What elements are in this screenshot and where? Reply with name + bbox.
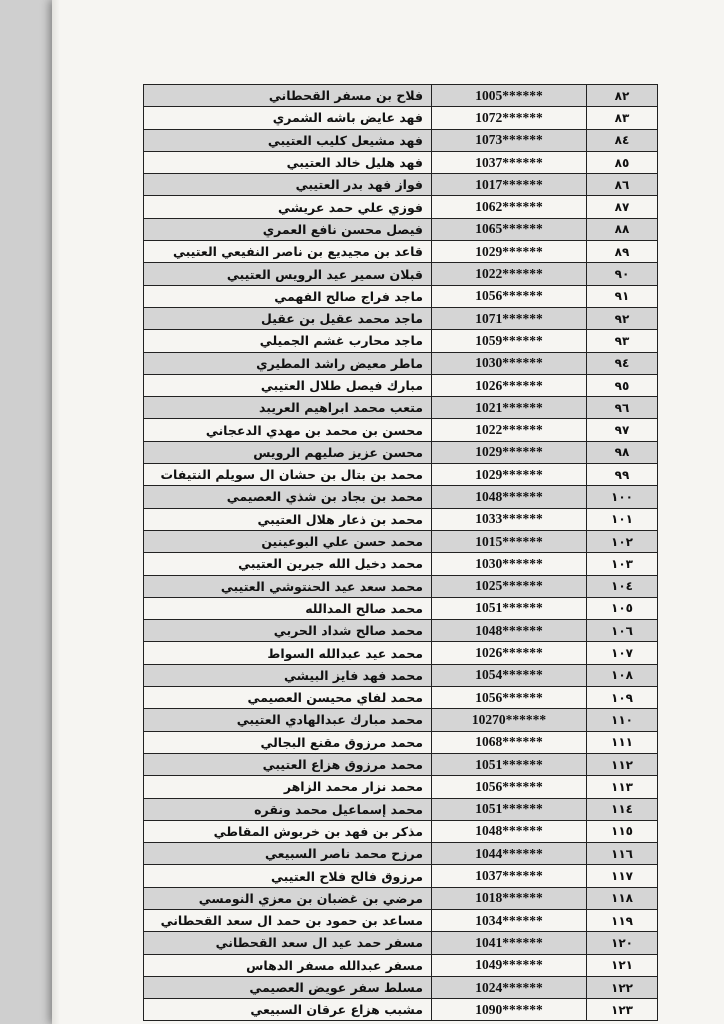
id-number-cell: 1025****** <box>432 575 587 597</box>
serial-number-cell: ١٢٢ <box>587 976 658 998</box>
serial-number-cell: ٨٦ <box>587 174 658 196</box>
serial-number-cell: ٩٧ <box>587 419 658 441</box>
person-name-cell: محمد صالح شداد الحربي <box>144 620 432 642</box>
id-number-cell: 1048****** <box>432 620 587 642</box>
table-row <box>144 330 658 352</box>
table-row <box>144 241 658 263</box>
person-name-cell: محمد مرزوق مقنع البجالي <box>144 731 432 753</box>
serial-number-cell: ٩٤ <box>587 352 658 374</box>
person-name-cell: محمد سعد عيد الحنتوشي العتيبي <box>144 575 432 597</box>
table-row <box>144 642 658 664</box>
id-number-cell: 1056****** <box>432 687 587 709</box>
id-number-cell: 1037****** <box>432 151 587 173</box>
person-name-cell: مرزوق فالح فلاح العتيبي <box>144 865 432 887</box>
serial-number-cell: ١١٧ <box>587 865 658 887</box>
table-row <box>144 776 658 798</box>
table-row <box>144 865 658 887</box>
person-name-cell: قاعد بن مجيديع بن ناصر النفيعي العتيبي <box>144 241 432 263</box>
person-name-cell: فهد مشيعل كليب العتيبي <box>144 129 432 151</box>
id-number-cell: 1022****** <box>432 419 587 441</box>
id-number-cell: 1051****** <box>432 753 587 775</box>
serial-number-cell: ٩١ <box>587 285 658 307</box>
person-name-cell: محسن بن محمد بن مهدي الدعجاني <box>144 419 432 441</box>
serial-number-cell: ٨٧ <box>587 196 658 218</box>
id-number-cell: 1029****** <box>432 241 587 263</box>
id-number-cell: 1005****** <box>432 85 587 107</box>
serial-number-cell: ١٠٤ <box>587 575 658 597</box>
id-number-cell: 1059****** <box>432 330 587 352</box>
serial-number-cell: ٨٨ <box>587 218 658 240</box>
serial-number-cell: ٩٣ <box>587 330 658 352</box>
id-number-cell: 1054****** <box>432 664 587 686</box>
id-number-cell: 1034****** <box>432 909 587 931</box>
table-row <box>144 709 658 731</box>
table-row <box>144 530 658 552</box>
id-number-cell: 1022****** <box>432 263 587 285</box>
person-name-cell: فلاح بن مسفر القحطاني <box>144 85 432 107</box>
id-number-cell: 1071****** <box>432 307 587 329</box>
table-row <box>144 575 658 597</box>
id-number-cell: 1037****** <box>432 865 587 887</box>
table-row <box>144 820 658 842</box>
id-number-cell: 1065****** <box>432 218 587 240</box>
serial-number-cell: ١٢٠ <box>587 932 658 954</box>
id-number-cell: 1056****** <box>432 285 587 307</box>
table-row <box>144 508 658 530</box>
serial-number-cell: ١٠٥ <box>587 597 658 619</box>
table-row <box>144 620 658 642</box>
table-row <box>144 597 658 619</box>
serial-number-cell: ١١٥ <box>587 820 658 842</box>
table-row <box>144 798 658 820</box>
person-name-cell: فيصل محسن نافع العمري <box>144 218 432 240</box>
serial-number-cell: ١١٤ <box>587 798 658 820</box>
serial-number-cell: ١٠١ <box>587 508 658 530</box>
table-row <box>144 664 658 686</box>
id-number-cell: 1049****** <box>432 954 587 976</box>
person-name-cell: محمد بن بتال بن حشان ال سويلم النتيفات <box>144 464 432 486</box>
serial-number-cell: ١٠٩ <box>587 687 658 709</box>
person-name-cell: محمد عيد عبدالله السواط <box>144 642 432 664</box>
id-number-cell: 1090****** <box>432 999 587 1021</box>
person-name-cell: محمد إسماعيل محمد ونقره <box>144 798 432 820</box>
id-number-cell: 10270****** <box>432 709 587 731</box>
person-name-cell: مرضي بن غضبان بن معزي النومسي <box>144 887 432 909</box>
person-name-cell: ماجد فراج صالح الفهمي <box>144 285 432 307</box>
table-row <box>144 263 658 285</box>
serial-number-cell: ٨٤ <box>587 129 658 151</box>
id-number-cell: 1051****** <box>432 798 587 820</box>
serial-number-cell: ١٢٣ <box>587 999 658 1021</box>
person-name-cell: محمد مرزوق هزاع العتيبي <box>144 753 432 775</box>
table-row <box>144 999 658 1021</box>
table-row <box>144 954 658 976</box>
serial-number-cell: ١١٩ <box>587 909 658 931</box>
person-name-cell: مشبب هزاع عرقان السبيعي <box>144 999 432 1021</box>
serial-number-cell: ١١٣ <box>587 776 658 798</box>
person-name-cell: محمد فهد فايز البيشي <box>144 664 432 686</box>
serial-number-cell: ١٠٦ <box>587 620 658 642</box>
table-row <box>144 174 658 196</box>
person-name-cell: محمد نزار محمد الزاهر <box>144 776 432 798</box>
serial-number-cell: ٩٥ <box>587 374 658 396</box>
table-row <box>144 843 658 865</box>
table-row <box>144 932 658 954</box>
table-row <box>144 419 658 441</box>
table-row <box>144 218 658 240</box>
table-row <box>144 441 658 463</box>
id-number-cell: 1024****** <box>432 976 587 998</box>
table-row <box>144 553 658 575</box>
serial-number-cell: ١١٢ <box>587 753 658 775</box>
document-page <box>52 0 724 1024</box>
table-row <box>144 464 658 486</box>
serial-number-cell: ١٠٧ <box>587 642 658 664</box>
id-number-cell: 1073****** <box>432 129 587 151</box>
person-name-cell: ماجد محارب غشم الجميلي <box>144 330 432 352</box>
person-name-cell: مساعد بن حمود بن حمد ال سعد القحطاني <box>144 909 432 931</box>
table-row <box>144 196 658 218</box>
id-number-cell: 1021****** <box>432 397 587 419</box>
person-name-cell: مبارك فيصل طلال العتيبي <box>144 374 432 396</box>
person-name-cell: فواز فهد بدر العتيبي <box>144 174 432 196</box>
person-name-cell: فهد هليل خالد العتيبي <box>144 151 432 173</box>
id-number-cell: 1056****** <box>432 776 587 798</box>
id-number-cell: 1029****** <box>432 441 587 463</box>
serial-number-cell: ١١٦ <box>587 843 658 865</box>
serial-number-cell: ١٠٢ <box>587 530 658 552</box>
id-number-cell: 1018****** <box>432 887 587 909</box>
person-name-cell: محمد دخيل الله جبرين العتيبي <box>144 553 432 575</box>
serial-number-cell: ١٠٨ <box>587 664 658 686</box>
table-row <box>144 285 658 307</box>
table-row <box>144 307 658 329</box>
id-number-cell: 1072****** <box>432 107 587 129</box>
table-row <box>144 129 658 151</box>
serial-number-cell: ٩٢ <box>587 307 658 329</box>
person-name-cell: ماطر معيض راشد المطيري <box>144 352 432 374</box>
person-name-cell: متعب محمد ابراهيم العريبد <box>144 397 432 419</box>
person-name-cell: قبلان سمير عيد الرويس العتيبي <box>144 263 432 285</box>
serial-number-cell: ٨٥ <box>587 151 658 173</box>
table-row <box>144 486 658 508</box>
id-number-cell: 1033****** <box>432 508 587 530</box>
names-table <box>143 84 658 1021</box>
table-row <box>144 85 658 107</box>
table-row <box>144 731 658 753</box>
serial-number-cell: ١٢١ <box>587 954 658 976</box>
serial-number-cell: ٩٠ <box>587 263 658 285</box>
id-number-cell: 1026****** <box>432 374 587 396</box>
person-name-cell: مذكر بن فهد بن خربوش المقاطي <box>144 820 432 842</box>
page-edge-shadow <box>52 0 60 1024</box>
serial-number-cell: ١١١ <box>587 731 658 753</box>
id-number-cell: 1030****** <box>432 352 587 374</box>
id-number-cell: 1048****** <box>432 820 587 842</box>
serial-number-cell: ٨٣ <box>587 107 658 129</box>
table-row <box>144 909 658 931</box>
serial-number-cell: ٨٩ <box>587 241 658 263</box>
serial-number-cell: ١١٠ <box>587 709 658 731</box>
id-number-cell: 1062****** <box>432 196 587 218</box>
serial-number-cell: ١٠٠ <box>587 486 658 508</box>
person-name-cell: مسلط سفر عويض العصيمي <box>144 976 432 998</box>
person-name-cell: محمد لفاي محيسن العصيمي <box>144 687 432 709</box>
person-name-cell: فوزي علي حمد عريشي <box>144 196 432 218</box>
person-name-cell: مسفر حمد عيد ال سعد القحطاني <box>144 932 432 954</box>
person-name-cell: ماجد محمد عقيل بن عقيل <box>144 307 432 329</box>
serial-number-cell: ٩٨ <box>587 441 658 463</box>
serial-number-cell: ٩٦ <box>587 397 658 419</box>
id-number-cell: 1068****** <box>432 731 587 753</box>
table-row <box>144 753 658 775</box>
serial-number-cell: ٩٩ <box>587 464 658 486</box>
table-row <box>144 352 658 374</box>
table-row <box>144 374 658 396</box>
id-number-cell: 1026****** <box>432 642 587 664</box>
names-table-body <box>144 85 658 1021</box>
person-name-cell: مرزح محمد ناصر السبيعي <box>144 843 432 865</box>
id-number-cell: 1044****** <box>432 843 587 865</box>
id-number-cell: 1048****** <box>432 486 587 508</box>
id-number-cell: 1015****** <box>432 530 587 552</box>
id-number-cell: 1030****** <box>432 553 587 575</box>
table-row <box>144 397 658 419</box>
serial-number-cell: ١١٨ <box>587 887 658 909</box>
id-number-cell: 1029****** <box>432 464 587 486</box>
table-row <box>144 107 658 129</box>
id-number-cell: 1051****** <box>432 597 587 619</box>
serial-number-cell: ٨٢ <box>587 85 658 107</box>
person-name-cell: محسن عزيز صليهم الرويس <box>144 441 432 463</box>
person-name-cell: محمد بن ذعار هلال العتيبي <box>144 508 432 530</box>
person-name-cell: محمد مبارك عبدالهادي العتيبي <box>144 709 432 731</box>
table-row <box>144 887 658 909</box>
id-number-cell: 1041****** <box>432 932 587 954</box>
person-name-cell: محمد حسن علي البوعينين <box>144 530 432 552</box>
id-number-cell: 1017****** <box>432 174 587 196</box>
person-name-cell: محمد بن بجاد بن شذي العصيمي <box>144 486 432 508</box>
person-name-cell: محمد صالح المدالله <box>144 597 432 619</box>
table-row <box>144 976 658 998</box>
serial-number-cell: ١٠٣ <box>587 553 658 575</box>
table-row <box>144 151 658 173</box>
person-name-cell: مسفر عبدالله مسفر الدهاس <box>144 954 432 976</box>
person-name-cell: فهد عايض باشه الشمري <box>144 107 432 129</box>
table-row <box>144 687 658 709</box>
